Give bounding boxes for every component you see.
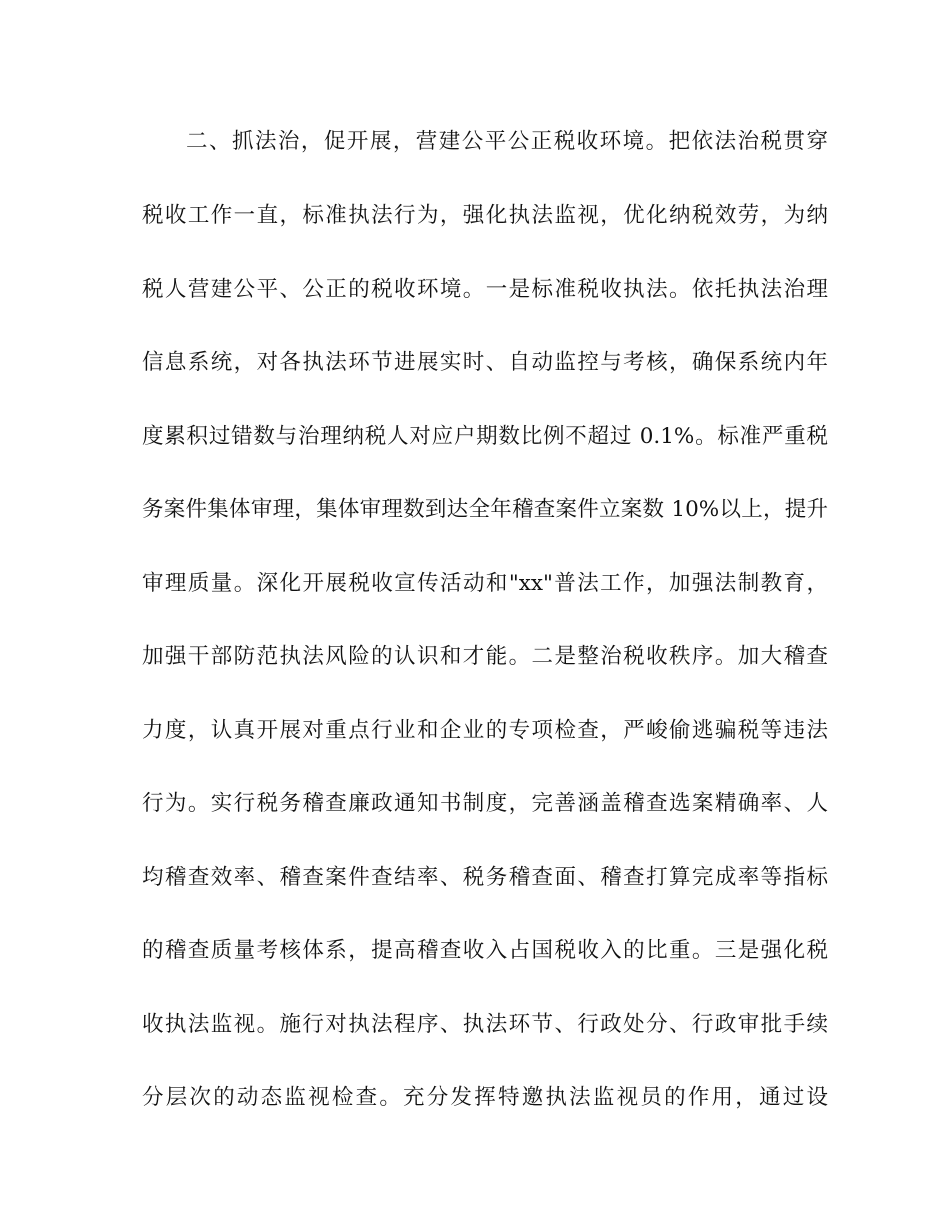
paragraph-line: 税人营建公平、公正的税收环境。一是标准税收执法。依托执法治理: [142, 277, 828, 302]
paragraph-line: 的稽查质量考核体系，提高稽查收入占国税收入的比重。三是强化税: [142, 938, 828, 963]
paragraph-line: 务案件集体审理，集体审理数到达全年稽查案件立案数 10%以上，提升: [142, 497, 828, 522]
paragraph-line: 均稽查效率、稽查案件查结率、税务稽查面、稽查打算完成率等指标: [142, 865, 828, 890]
paragraph-line: 力度，认真开展对重点行业和企业的专项检查，严峻偷逃骗税等违法: [142, 718, 828, 743]
paragraph-line: 审理质量。深化开展税收宣传活动和"xx"普法工作，加强法制教育，: [142, 571, 828, 596]
paragraph-line: 二、抓法治，促开展，营建公平公正税收环境。把依法治税贯穿: [186, 129, 828, 154]
paragraph-line: 行为。实行税务稽查廉政通知书制度，完善涵盖稽查选案精确率、人: [142, 791, 828, 816]
paragraph-line: 税收工作一直，标准执法行为，强化执法监视，优化纳税效劳，为纳: [142, 203, 828, 228]
paragraph-line: 加强干部防范执法风险的认识和才能。二是整治税收秩序。加大稽查: [142, 644, 828, 669]
paragraph-line: 收执法监视。施行对执法程序、执法环节、行政处分、行政审批手续: [142, 1012, 828, 1037]
paragraph-line: 分层次的动态监视检查。充分发挥特邀执法监视员的作用，通过设: [142, 1085, 828, 1110]
paragraph-line: 度累积过错数与治理纳税人对应户期数比例不超过 0.1%。标准严重税: [142, 424, 828, 449]
paragraph-line: 信息系统，对各执法环节进展实时、自动监控与考核，确保系统内年: [142, 350, 828, 375]
